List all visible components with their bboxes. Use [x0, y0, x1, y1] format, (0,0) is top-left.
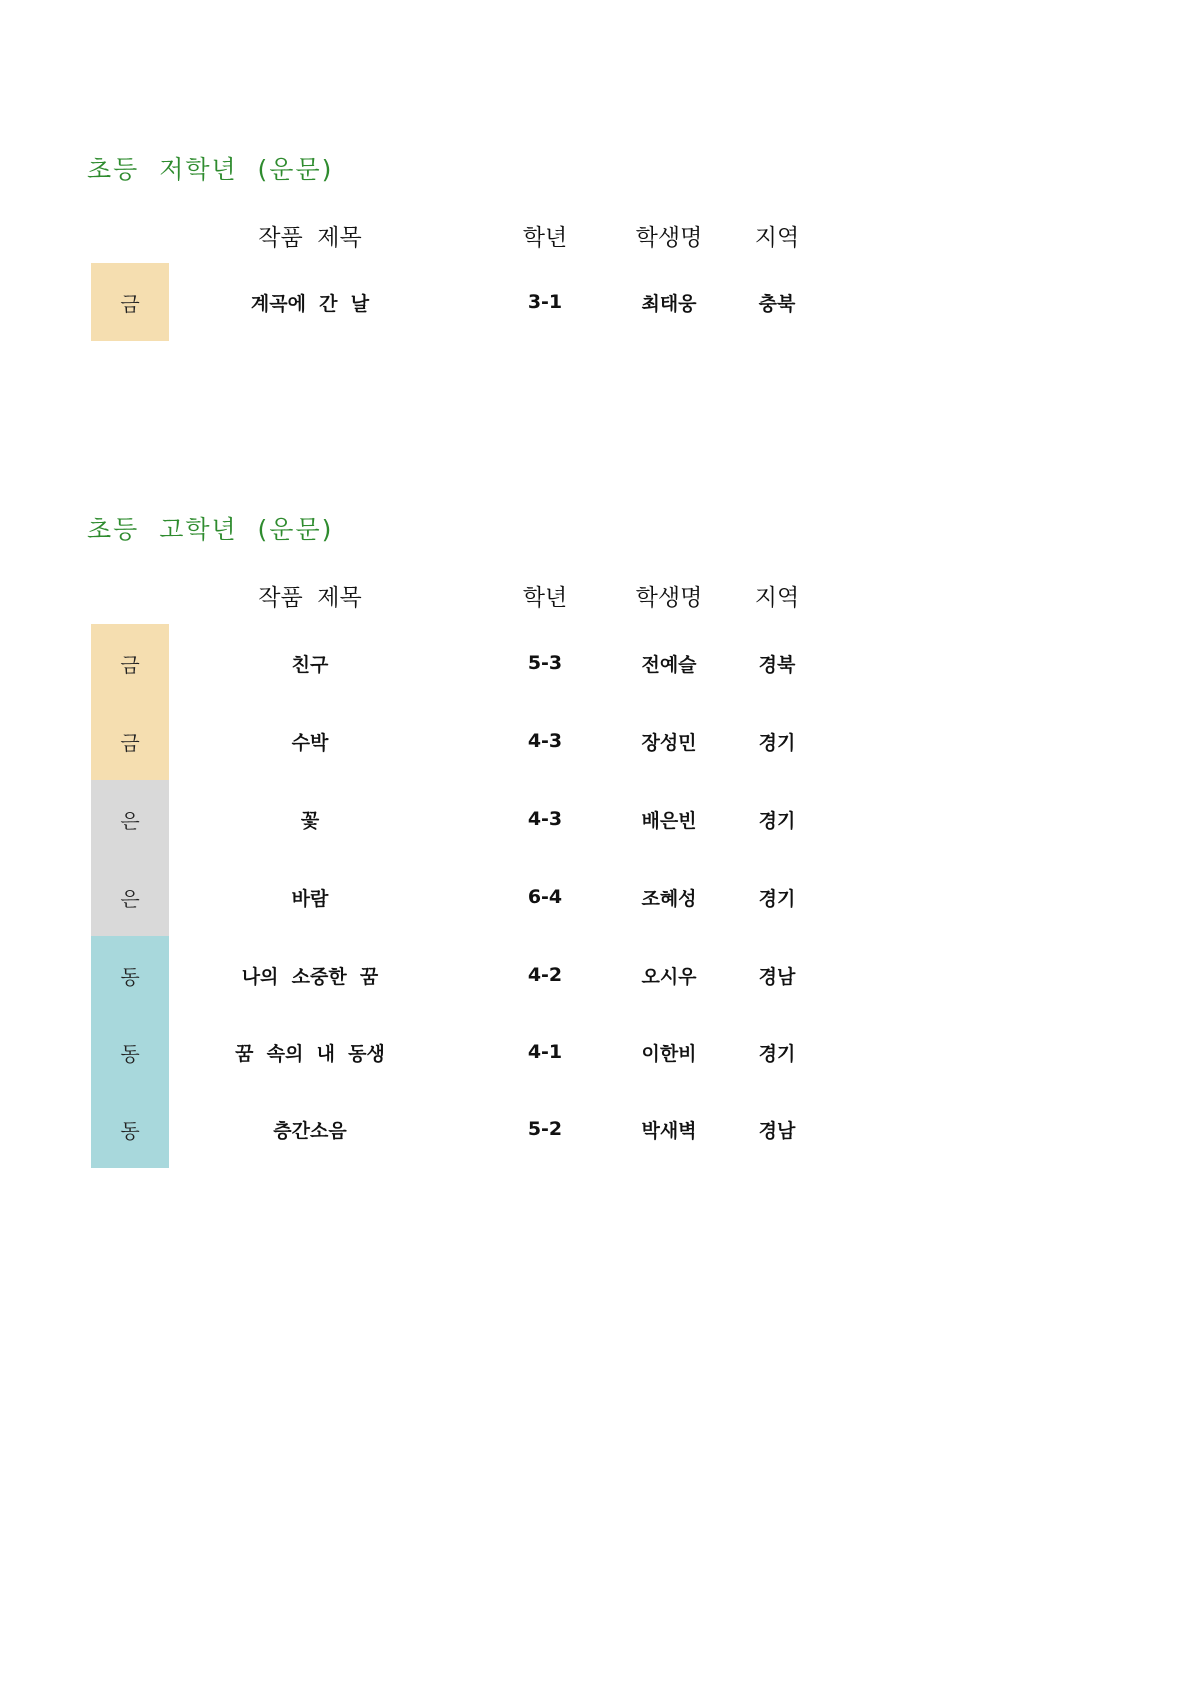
grade-cell: 5-3	[527, 652, 563, 674]
grade-cell: 4-3	[527, 808, 563, 830]
grade-cell: 4-3	[527, 730, 563, 752]
student-name: 박새벽	[641, 1119, 697, 1142]
student-name: 최태웅	[641, 292, 697, 315]
medal-badge-gold: 금	[91, 624, 169, 702]
region-cell: 경기	[758, 887, 796, 910]
header-title: 작품 제목	[258, 224, 362, 251]
region-cell: 경기	[758, 809, 796, 832]
medal-badge-gold: 금	[91, 702, 169, 780]
header-name: 학생명	[635, 224, 703, 251]
work-title: 바람	[291, 887, 329, 910]
medal-badge-bronze: 동	[91, 1013, 169, 1091]
header-name: 학생명	[635, 584, 703, 611]
region-cell: 충북	[758, 292, 796, 315]
student-name: 오시우	[641, 965, 697, 988]
student-name: 배은빈	[641, 809, 697, 832]
grade-cell: 6-4	[527, 886, 563, 908]
region-cell: 경북	[758, 653, 796, 676]
medal-badge-silver: 은	[91, 780, 169, 858]
student-name: 장성민	[641, 731, 697, 754]
medal-badge-bronze: 동	[91, 936, 169, 1014]
header-region: 지역	[754, 584, 800, 611]
section-title-lower-grades: 초등 저학년 (운문)	[87, 155, 334, 184]
header-grade: 학년	[522, 224, 568, 251]
region-cell: 경남	[758, 965, 796, 988]
student-name: 전예슬	[641, 653, 697, 676]
work-title: 수박	[291, 731, 329, 754]
work-title: 계곡에 간 날	[250, 292, 370, 315]
student-name: 조혜성	[641, 887, 697, 910]
work-title: 꿈 속의 내 동생	[235, 1042, 385, 1065]
work-title: 꽃	[300, 809, 320, 832]
grade-cell: 5-2	[527, 1118, 563, 1140]
region-cell: 경기	[758, 1042, 796, 1065]
header-title: 작품 제목	[258, 584, 362, 611]
grade-cell: 3-1	[527, 291, 563, 313]
region-cell: 경기	[758, 731, 796, 754]
medal-badge-bronze: 동	[91, 1090, 169, 1168]
work-title: 나의 소중한 꿈	[241, 965, 379, 988]
grade-cell: 4-1	[527, 1041, 563, 1063]
medal-badge-silver: 은	[91, 858, 169, 936]
medal-badge-gold: 금	[91, 263, 169, 341]
header-region: 지역	[754, 224, 800, 251]
region-cell: 경남	[758, 1119, 796, 1142]
work-title: 층간소음	[273, 1119, 347, 1142]
work-title: 친구	[291, 653, 329, 676]
section-title-upper-grades: 초등 고학년 (운문)	[87, 515, 334, 544]
header-grade: 학년	[522, 584, 568, 611]
grade-cell: 4-2	[527, 964, 563, 986]
student-name: 이한비	[641, 1042, 697, 1065]
